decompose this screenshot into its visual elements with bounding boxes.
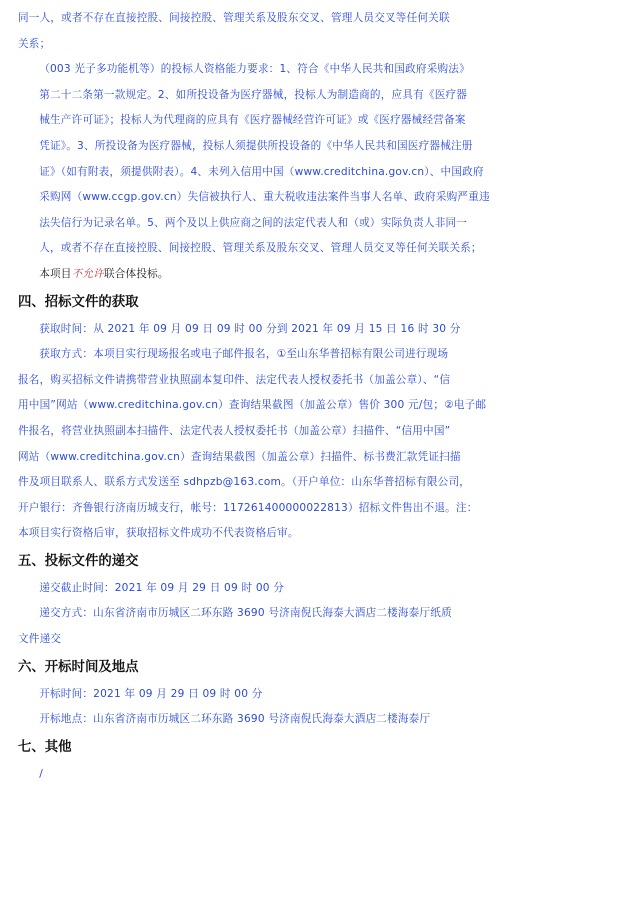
text-line: 报名，购买招标文件请携带营业执照副本复印件、法定代表人授权委托书（加盖公章）、“信	[18, 373, 451, 386]
text-line: 件及项目联系人、联系方式发送至 sdhpzb@163.com。（开户单位：山东华普招标有限公司，	[18, 476, 471, 489]
text-line: 凭证》。3、所投设备为医疗器械，投标人须提供所投设备的《中华人民共和国医疗器械注册	[39, 139, 473, 152]
text-line: 关系；	[18, 37, 51, 50]
acquisition-method	[18, 342, 593, 547]
text-line: /	[39, 767, 43, 780]
text-line: 同一人，或者不存在直接控股、间接控股、管理关系及股东交叉、管理人员交叉等任何关联	[18, 12, 450, 24]
qualification-paragraph-2	[18, 57, 593, 262]
section-heading-6: 六、开标时间及地点	[18, 659, 139, 675]
text-line: 用中国”网站（www.creditchina.gov.cn）查询结果截图（加盖公章）售价 300 元/包；②电子邮	[18, 399, 487, 412]
text-line: 获取时间：从 2021 年 09 月 09 日 09 时 00 分到 2021 年 09 月 15 日 16 时 30 分	[39, 322, 461, 335]
text-line: 本项目实行资格后审，获取招标文件成功不代表资格后审。	[18, 527, 299, 540]
text-line: 递交方式：山东省济南市历城区二环东路 3690 号济南倪氏海泰大酒店二楼海泰厅纸质	[39, 607, 452, 620]
submission-info	[18, 576, 593, 653]
text-line: 第二十二条第一款规定。2、如所投设备为医疗器械，投标人为制造商的，应具有《医疗器	[39, 88, 468, 101]
text-line: 递交截止时间：2021 年 09 月 29 日 09 时 00 分	[39, 581, 285, 594]
section-heading-7: 七、其他	[18, 739, 72, 755]
section-heading-4: 四、招标文件的获取	[18, 294, 139, 310]
section-heading-5: 五、投标文件的递交	[18, 553, 139, 569]
text-line: 网站（www.creditchina.gov.cn）查询结果截图（加盖公章）扫描件、标书费汇款凭证扫描	[18, 450, 461, 463]
other-content	[18, 762, 593, 788]
text-line: 开标地点：山东省济南市历城区二环东路 3690 号济南倪氏海泰大酒店二楼海泰厅	[39, 713, 431, 726]
qualification-paragraph-1	[18, 6, 593, 57]
text-line: 人，或者不存在直接控股、间接控股、管理关系及股东交叉、管理人员交叉等任何关联关系；	[39, 242, 482, 255]
text-line: 开标时间：2021 年 09 月 29 日 09 时 00 分	[39, 687, 263, 700]
text-line: 件报名，将营业执照副本扫描件、法定代表人授权委托书（加盖公章）扫描件、“信用中国”	[18, 424, 451, 437]
text-line: 证》（如有附表，须提供附表）。4、未列入信用中国（www.creditchina.gov.cn）、中国政府	[39, 165, 484, 178]
text-line: 开户银行：齐鲁银行济南历城支行，帐号：117261400000022813）招标文件售出不退。注：	[18, 501, 478, 514]
opening-info	[18, 682, 593, 733]
consortium-italic: 不允许	[71, 267, 104, 280]
consortium-prefix: 本项目	[39, 267, 72, 280]
consortium-statement	[18, 262, 593, 288]
text-line: 采购网（www.ccgp.gov.cn）失信被执行人、重大税收违法案件当事人名单、政府采购严重违	[39, 191, 490, 204]
text-line: 文件递交	[18, 633, 62, 646]
text-line: 获取方式：本项目实行现场报名或电子邮件报名，①至山东华普招标有限公司进行现场	[39, 348, 449, 361]
consortium-suffix: 联合体投标。	[103, 267, 169, 280]
text-line: （003 光子多功能机等）的投标人资格能力要求：1、符合《中华人民共和国政府采购法》	[39, 63, 470, 76]
acquisition-time	[18, 317, 593, 343]
text-line: 械生产许可证》；投标人为代理商的应具有《医疗器械经营许可证》或《医疗器械经营备案	[39, 114, 466, 127]
text-line: 法失信行为记录名单。5、两个及以上供应商之间的法定代表人和（或）实际负责人非同一	[39, 216, 468, 229]
